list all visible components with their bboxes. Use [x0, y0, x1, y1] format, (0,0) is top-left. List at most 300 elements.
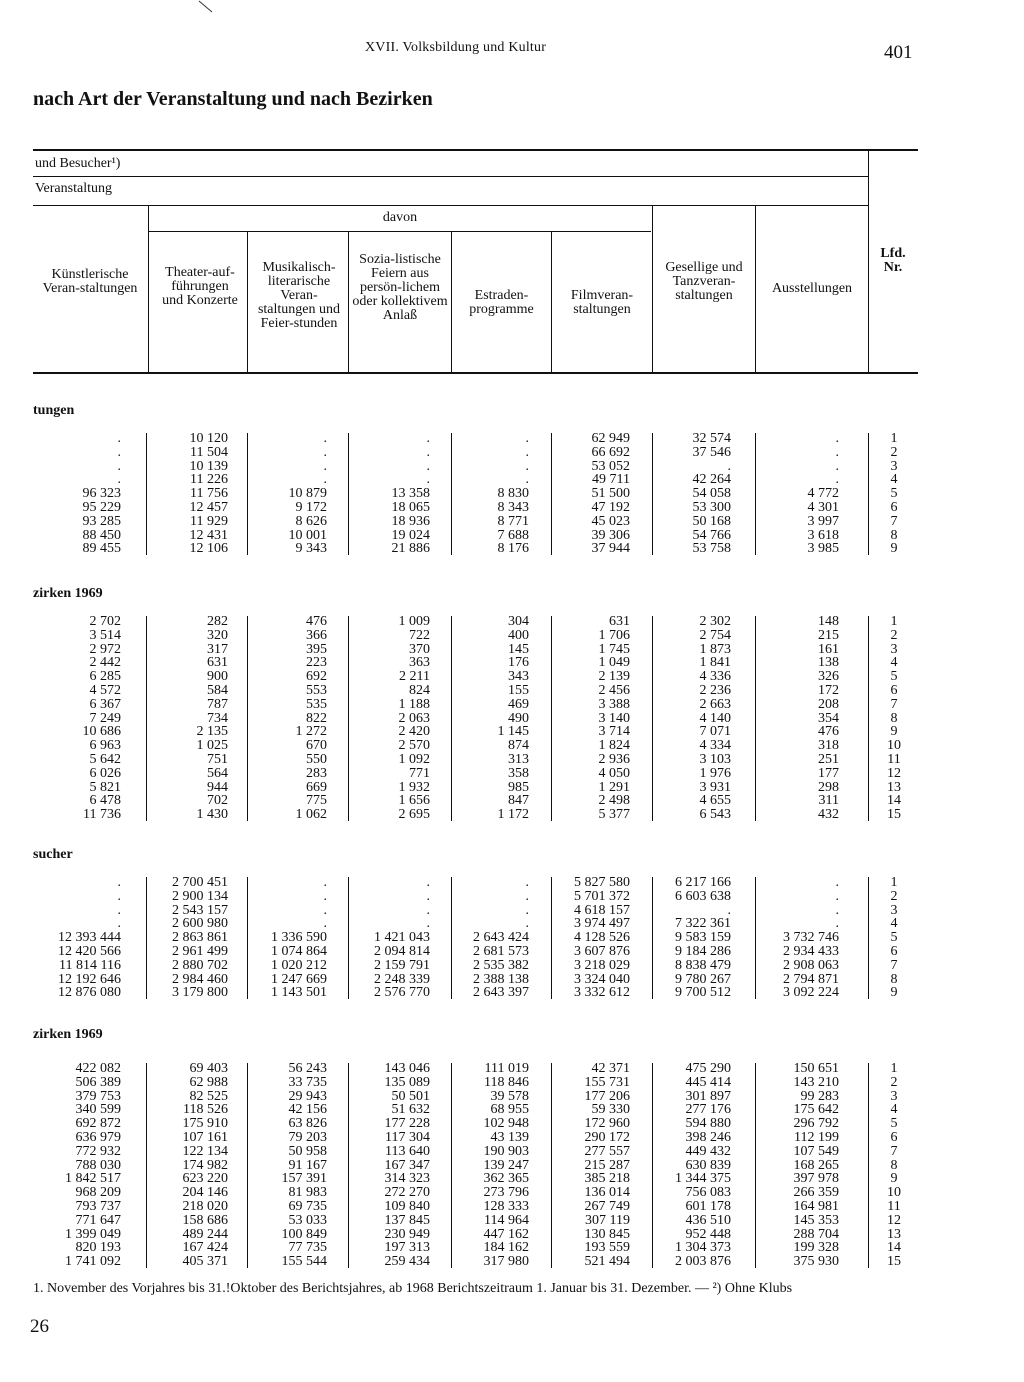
column-rule — [652, 1063, 653, 1268]
table-cell: 3 332 612 — [574, 985, 630, 1001]
table-cell: 259 434 — [384, 1254, 430, 1270]
table-cell: 113 640 — [385, 1143, 430, 1159]
row-number-cell: 5 — [890, 669, 898, 685]
table-cell: 771 — [409, 765, 430, 781]
row-number-cell: 3 — [890, 641, 898, 657]
table-cell: 12 192 646 — [58, 971, 121, 987]
table-cell: 702 — [207, 793, 228, 809]
table-cell: 340 599 — [75, 1102, 121, 1118]
table-cell: 2 754 — [699, 627, 731, 643]
table-cell: 2 535 382 — [473, 957, 529, 973]
table-cell: 155 544 — [281, 1254, 327, 1270]
column-rule — [652, 616, 653, 821]
table-cell: . — [117, 444, 121, 460]
table-cell: 1 745 — [598, 641, 630, 657]
table-cell: 47 192 — [591, 499, 630, 515]
table-cell: 2 570 — [398, 738, 430, 754]
column-rule — [348, 1063, 349, 1268]
row-number-cell: 12 — [887, 1212, 901, 1228]
table-cell: 9 184 286 — [675, 943, 731, 959]
row-number-cell: 3 — [890, 902, 898, 918]
table-cell: 476 — [306, 614, 327, 629]
table-cell: 283 — [306, 765, 327, 781]
table-cell: 1 336 590 — [271, 930, 327, 946]
header-davon: davon — [382, 210, 418, 225]
table-cell: 296 792 — [793, 1116, 839, 1132]
table-cell: 69 735 — [288, 1198, 327, 1214]
table-cell: 847 — [508, 793, 529, 809]
table-cell: 1 092 — [398, 751, 430, 767]
table-cell: 2 420 — [398, 724, 430, 740]
table-cell: 1 025 — [196, 738, 228, 754]
table-cell: 2 934 433 — [783, 943, 839, 959]
table-cell: 1 049 — [598, 655, 630, 671]
col-header-film: Filmveran-staltungen — [570, 288, 634, 317]
table-cell: 111 019 — [484, 1061, 529, 1076]
row-number-cell: 2 — [890, 1074, 898, 1090]
table-cell: 266 359 — [793, 1185, 839, 1201]
table-cell: . — [525, 472, 529, 488]
table-cell: 820 193 — [75, 1240, 121, 1256]
column-rule — [652, 433, 653, 555]
table-cell: . — [426, 888, 430, 904]
table-cell: . — [323, 875, 327, 890]
table-cell: . — [117, 902, 121, 918]
running-head: XVII. Volksbildung und Kultur — [365, 40, 547, 55]
table-cell: 952 448 — [685, 1226, 731, 1242]
table-cell: 118 846 — [484, 1074, 529, 1090]
table-cell: 772 932 — [75, 1143, 121, 1159]
table-cell: 2 442 — [89, 655, 121, 671]
table-cell: 521 494 — [584, 1254, 630, 1270]
table-cell: 1 172 — [497, 807, 529, 823]
table-cell: . — [117, 875, 121, 890]
column-rule — [146, 877, 147, 999]
table-cell: 594 880 — [685, 1116, 731, 1132]
table-cell: 1 009 — [398, 614, 430, 629]
table-cell: 155 731 — [584, 1074, 630, 1090]
table-cell: 39 578 — [490, 1088, 529, 1104]
table-cell: 215 287 — [584, 1157, 630, 1173]
table-cell: 397 978 — [793, 1171, 839, 1187]
column-rule — [146, 616, 147, 821]
table-cell: . — [426, 472, 430, 488]
table-cell: 2 794 871 — [783, 971, 839, 987]
data-column — [654, 615, 731, 822]
table-cell: 6 285 — [89, 669, 121, 685]
table-cell: 1 304 373 — [675, 1240, 731, 1256]
table-cell: 3 732 746 — [783, 930, 839, 946]
column-rule — [451, 616, 452, 821]
table-cell: 985 — [508, 779, 529, 795]
table-cell: 475 290 — [685, 1061, 731, 1076]
table-cell: 1 656 — [398, 793, 430, 809]
data-column — [553, 1062, 630, 1269]
table-cell: 282 — [207, 614, 228, 629]
table-cell: 88 450 — [82, 527, 121, 543]
table-cell: 91 167 — [288, 1157, 327, 1173]
data-column — [453, 1062, 529, 1269]
table-cell: 756 083 — [685, 1185, 731, 1201]
data-column — [870, 876, 918, 1000]
table-cell: 2 543 157 — [172, 902, 228, 918]
data-column — [350, 876, 430, 1000]
table-cell: . — [835, 902, 839, 918]
table-cell: 12 420 566 — [58, 943, 121, 959]
table-cell: 307 119 — [585, 1212, 630, 1228]
table-cell: 793 737 — [75, 1198, 121, 1214]
table-cell: 1 976 — [699, 765, 731, 781]
table-cell: 114 964 — [484, 1212, 529, 1228]
table-cell: 204 146 — [182, 1185, 228, 1201]
data-column — [757, 876, 839, 1000]
table-cell: 177 228 — [384, 1116, 430, 1132]
data-column — [654, 432, 731, 556]
table-cell: 43 139 — [490, 1129, 529, 1145]
table-cell: 208 — [818, 696, 839, 712]
table-cell: 7 249 — [89, 710, 121, 726]
table-cell: 1 741 092 — [65, 1254, 121, 1270]
table-cell: 5 827 580 — [574, 875, 630, 890]
column-rule — [551, 1063, 552, 1268]
table-cell: 535 — [306, 696, 327, 712]
table-cell: 422 082 — [75, 1061, 121, 1076]
data-column — [453, 615, 529, 822]
table-cell: 722 — [409, 627, 430, 643]
table-cell: 6 478 — [89, 793, 121, 809]
table-cell: 4 334 — [699, 738, 731, 754]
table-cell: 158 686 — [182, 1212, 228, 1228]
table-cell: 11 226 — [190, 472, 228, 488]
table-cell: 155 — [508, 682, 529, 698]
table-cell: 177 206 — [584, 1088, 630, 1104]
data-column — [250, 615, 327, 822]
row-number-cell: 14 — [887, 1240, 901, 1256]
table-cell: 172 — [818, 682, 839, 698]
table-cell: 317 — [207, 641, 228, 657]
table-cell: . — [117, 916, 121, 932]
table-cell: 7 688 — [497, 527, 529, 543]
table-cell: 1 062 — [295, 807, 327, 823]
table-cell: 143 046 — [384, 1061, 430, 1076]
table-cell: 167 424 — [182, 1240, 228, 1256]
table-cell: 2 936 — [598, 751, 630, 767]
table-cell: 370 — [409, 641, 430, 657]
row-number-cell: 11 — [887, 751, 901, 767]
table-cell: 53 033 — [288, 1212, 327, 1228]
data-column — [250, 1062, 327, 1269]
table-cell: . — [117, 472, 121, 488]
table-cell: 304 — [508, 614, 529, 629]
page-title: nach Art der Veranstaltung und nach Bezirken — [33, 88, 433, 110]
table-cell: 3 931 — [699, 779, 731, 795]
table-cell: 102 948 — [483, 1116, 529, 1132]
table-cell: 63 826 — [288, 1116, 327, 1132]
table-cell: 775 — [306, 793, 327, 809]
table-cell: 318 — [818, 738, 839, 754]
table-cell: 1 291 — [598, 779, 630, 795]
table-cell: 9 172 — [295, 499, 327, 515]
table-cell: . — [835, 431, 839, 446]
data-column — [654, 1062, 731, 1269]
table-cell: 2 600 980 — [172, 916, 228, 932]
table-cell: 405 371 — [182, 1254, 228, 1270]
table-cell: 190 903 — [483, 1143, 529, 1159]
table-cell: 564 — [207, 765, 228, 781]
data-column — [33, 615, 121, 822]
table-cell: 107 549 — [793, 1143, 839, 1159]
data-column — [453, 876, 529, 1000]
table-cell: 395 — [306, 641, 327, 657]
table-cell: 81 983 — [288, 1185, 327, 1201]
table-cell: 432 — [818, 807, 839, 823]
table-cell: 12 393 444 — [58, 930, 121, 946]
table-cell: 366 — [306, 627, 327, 643]
table-cell: 12 106 — [189, 541, 228, 557]
table-cell: 788 030 — [75, 1157, 121, 1173]
table-cell: 2 576 770 — [374, 985, 430, 1001]
table-cell: 489 244 — [182, 1226, 228, 1242]
section-label: tungen — [33, 403, 75, 418]
table-cell: 53 758 — [692, 541, 731, 557]
table-cell: 59 330 — [591, 1102, 630, 1118]
row-number-cell: 4 — [890, 916, 898, 932]
table-cell: 298 — [818, 779, 839, 795]
row-number-cell: 15 — [887, 1254, 901, 1270]
column-rule — [247, 877, 248, 999]
table-cell: 199 328 — [793, 1240, 839, 1256]
table-cell: 692 872 — [75, 1116, 121, 1132]
table-cell: 2 248 339 — [374, 971, 430, 987]
row-number-cell: 9 — [890, 1171, 898, 1187]
table-cell: 273 796 — [483, 1185, 529, 1201]
table-cell: 3 985 — [807, 541, 839, 557]
table-cell: 109 840 — [384, 1198, 430, 1214]
table-cell: 8 830 — [497, 486, 529, 502]
row-number-cell: 6 — [890, 499, 898, 515]
table-cell: 5 642 — [89, 751, 121, 767]
table-cell: 272 270 — [384, 1185, 430, 1201]
table-cell: 8 771 — [497, 513, 529, 529]
table-cell: 6 217 166 — [675, 875, 731, 890]
row-number-cell: 4 — [890, 472, 898, 488]
data-column — [150, 432, 228, 556]
table-cell: 3 179 800 — [172, 985, 228, 1001]
table-cell: 157 391 — [281, 1171, 327, 1187]
table-cell: 2 961 499 — [172, 943, 228, 959]
table-cell: 4 128 526 — [574, 930, 630, 946]
table-cell: 150 651 — [793, 1061, 839, 1076]
page-number: 401 — [884, 42, 913, 63]
row-number-cell: 6 — [890, 1129, 898, 1145]
row-number-cell: 9 — [890, 724, 898, 740]
table-cell: 4 572 — [89, 682, 121, 698]
col-header-musikalisch: Musikalisch-literarische Veran-staltungen und Feier-stunden — [257, 260, 341, 331]
table-cell: 553 — [306, 682, 327, 698]
data-column — [350, 1062, 430, 1269]
table-cell: 1 074 864 — [271, 943, 327, 959]
row-number-cell: 4 — [890, 655, 898, 671]
table-cell: 62 949 — [591, 431, 630, 446]
row-number-cell: 10 — [887, 738, 901, 754]
table-cell: 476 — [818, 724, 839, 740]
table-cell: . — [835, 444, 839, 460]
table-cell: 11 814 116 — [59, 957, 121, 973]
table-cell: 10 120 — [189, 431, 228, 446]
row-number-cell: 2 — [890, 888, 898, 904]
table-cell: 4 655 — [699, 793, 731, 809]
table-cell: 445 414 — [685, 1074, 731, 1090]
column-rule — [247, 616, 248, 821]
table-cell: 771 647 — [75, 1212, 121, 1228]
data-column — [250, 876, 327, 1000]
table-cell: 379 753 — [75, 1088, 121, 1104]
table-cell: 69 403 — [189, 1061, 228, 1076]
table-cell: 2 211 — [399, 669, 430, 685]
table-cell: 54 058 — [692, 486, 731, 502]
col-header-lfd-nr: Lfd. Nr. — [880, 246, 906, 275]
table-cell: 2 700 451 — [172, 875, 228, 890]
row-number-cell: 13 — [887, 1226, 901, 1242]
table-cell: . — [525, 444, 529, 460]
table-cell: 168 265 — [793, 1157, 839, 1173]
table-cell: 751 — [207, 751, 228, 767]
table-cell: 18 936 — [391, 513, 430, 529]
data-column — [553, 432, 630, 556]
table-cell: 49 711 — [592, 472, 630, 488]
table-cell: . — [727, 458, 731, 474]
row-number-cell: 4 — [890, 1102, 898, 1118]
table-cell: 375 930 — [793, 1254, 839, 1270]
table-cell: 3 618 — [807, 527, 839, 543]
data-column — [757, 615, 839, 822]
col-header-estraden: Estraden-programme — [469, 288, 534, 317]
table-cell: . — [117, 888, 121, 904]
table-cell: 148 — [818, 614, 839, 629]
table-cell: . — [525, 458, 529, 474]
table-cell: 4 140 — [699, 710, 731, 726]
section-label: sucher — [33, 847, 73, 862]
data-column — [33, 876, 121, 1000]
table-cell: 2 498 — [598, 793, 630, 809]
table-cell: 944 — [207, 779, 228, 795]
data-column — [350, 432, 430, 556]
table-cell: 62 988 — [189, 1074, 228, 1090]
table-cell: 53 052 — [591, 458, 630, 474]
bottom-page-number: 26 — [30, 1316, 49, 1337]
row-number-cell: 5 — [890, 486, 898, 502]
table-cell: . — [835, 888, 839, 904]
table-cell: 1 430 — [196, 807, 228, 823]
data-column — [150, 615, 228, 822]
table-cell: 3 714 — [598, 724, 630, 740]
table-cell: 317 980 — [483, 1254, 529, 1270]
row-number-cell: 3 — [890, 458, 898, 474]
col-header-sozialistische: Sozia-listische Feiern aus persön-lichem oder kollektivem Anlaß — [352, 252, 448, 323]
table-cell: 37 546 — [692, 444, 731, 460]
table-cell: 218 020 — [182, 1198, 228, 1214]
table-cell: . — [323, 472, 327, 488]
table-cell: 8 176 — [497, 541, 529, 557]
table-cell: 2 094 814 — [374, 943, 430, 959]
col-header-ausstellungen: Ausstellungen — [771, 281, 853, 296]
table-cell: 10 139 — [189, 458, 228, 474]
table-cell: . — [525, 875, 529, 890]
row-number-cell: 8 — [890, 527, 898, 543]
table-cell: . — [426, 444, 430, 460]
table-cell: . — [117, 431, 121, 446]
header-group-sub: Veranstaltung — [35, 181, 112, 196]
table-cell: . — [426, 916, 430, 932]
row-number-cell: 7 — [890, 513, 898, 529]
data-column — [757, 432, 839, 556]
table-cell: 79 203 — [288, 1129, 327, 1145]
table-cell: 6 367 — [89, 696, 121, 712]
table-cell: 824 — [409, 682, 430, 698]
row-number-cell: 1 — [890, 875, 898, 890]
table-cell: 3 324 040 — [574, 971, 630, 987]
row-number-cell: 8 — [890, 971, 898, 987]
table-cell: 12 457 — [189, 499, 228, 515]
table-cell: 51 632 — [391, 1102, 430, 1118]
table-cell: 1 841 — [699, 655, 731, 671]
table-cell: 193 559 — [584, 1240, 630, 1256]
column-rule — [755, 616, 756, 821]
table-cell: 82 525 — [189, 1088, 228, 1104]
table-cell: 11 929 — [190, 513, 228, 529]
table-cell: 6 963 — [89, 738, 121, 754]
table-cell: 197 313 — [384, 1240, 430, 1256]
table-cell: 177 — [818, 765, 839, 781]
section-label: zirken 1969 — [33, 586, 103, 601]
column-rule — [755, 877, 756, 999]
table-cell: 1 188 — [398, 696, 430, 712]
row-number-cell: 1 — [890, 614, 898, 629]
data-column — [150, 1062, 228, 1269]
table-cell: . — [835, 472, 839, 488]
row-number-cell: 9 — [890, 541, 898, 557]
table-cell: 10 686 — [82, 724, 121, 740]
table-cell: 9 343 — [295, 541, 327, 557]
table-cell: . — [426, 902, 430, 918]
table-cell: . — [323, 916, 327, 932]
table-cell: 12 431 — [189, 527, 228, 543]
table-cell: 320 — [207, 627, 228, 643]
table-cell: 506 389 — [75, 1074, 121, 1090]
table-cell: 822 — [306, 710, 327, 726]
section-label: zirken 1969 — [33, 1027, 103, 1042]
table-cell: 3 974 497 — [574, 916, 630, 932]
column-rule — [868, 877, 869, 999]
row-number-cell: 2 — [890, 627, 898, 643]
table-cell: 398 246 — [685, 1129, 731, 1145]
table-cell: 45 023 — [591, 513, 630, 529]
table-cell: 1 272 — [295, 724, 327, 740]
data-column — [350, 615, 430, 822]
table-cell: 2 456 — [598, 682, 630, 698]
column-rule — [451, 433, 452, 555]
table-cell: 2 643 397 — [473, 985, 529, 1001]
column-rule — [146, 1063, 147, 1268]
row-number-cell: 6 — [890, 682, 898, 698]
table-cell: 362 365 — [483, 1171, 529, 1187]
data-column — [553, 615, 630, 822]
table-cell: 143 210 — [793, 1074, 839, 1090]
table-cell: 13 358 — [391, 486, 430, 502]
table-cell: 2 236 — [699, 682, 731, 698]
column-rule — [146, 433, 147, 555]
table-cell: 66 692 — [591, 444, 630, 460]
